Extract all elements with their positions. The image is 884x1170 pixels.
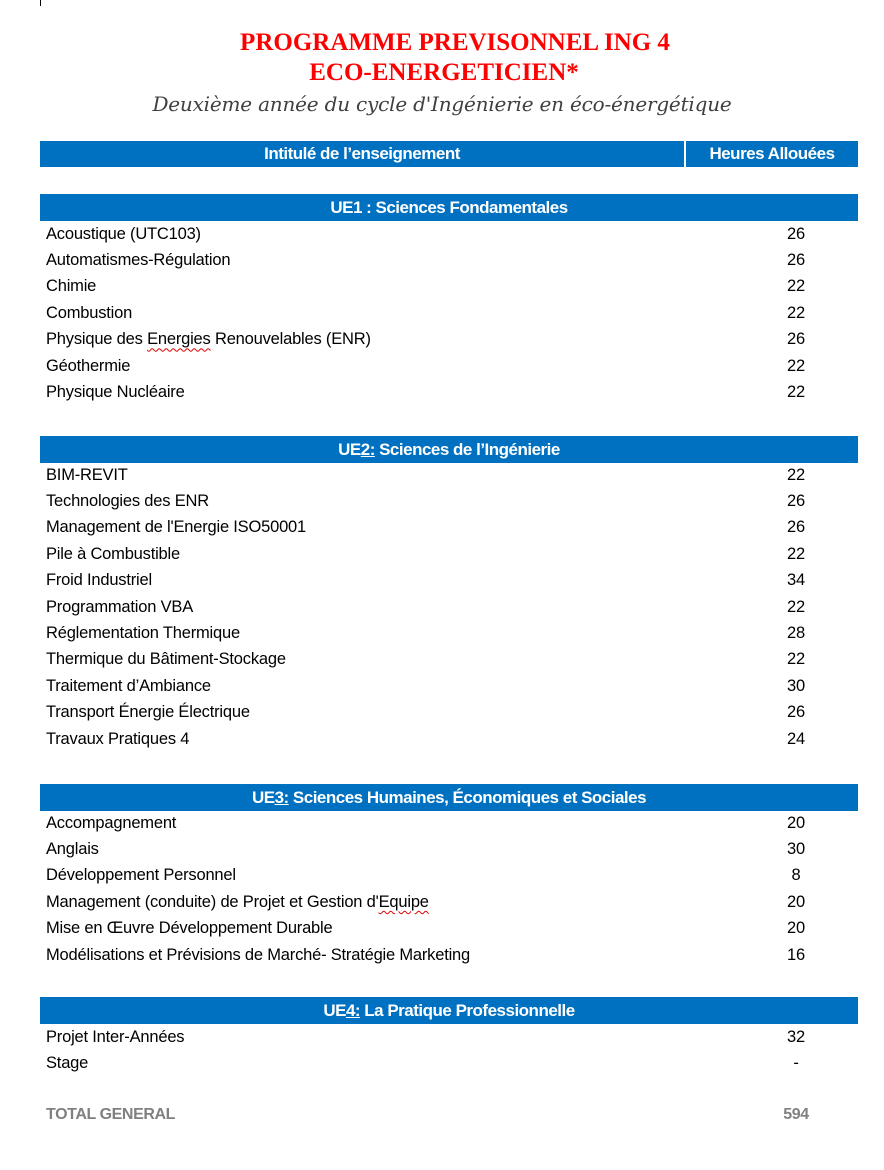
course-hours: 22 <box>787 303 805 322</box>
document-title-line-1: PROGRAMME PREVISONNEL ING 4 <box>240 29 670 56</box>
section-number: 4: <box>345 1000 361 1020</box>
course-hours: 22 <box>787 356 805 375</box>
section-ue4-rows <box>46 1024 846 1077</box>
column-header-course: Intitulé de l’enseignement <box>264 144 460 163</box>
course-hours: 26 <box>787 251 805 270</box>
course-hours: 30 <box>787 840 805 859</box>
course-hours: 22 <box>787 597 805 616</box>
section-ue2-rows <box>46 462 846 752</box>
course-name-part: Management (conduite) de Projet et Gestion d' <box>46 892 379 911</box>
section-prefix: UE1 <box>330 197 362 217</box>
course-hours: 30 <box>787 676 805 695</box>
section-prefix: UE <box>323 1000 346 1020</box>
course-name-part: Physique des <box>46 330 148 349</box>
course-name: Projet Inter-Années <box>46 1027 185 1046</box>
table-row <box>46 247 846 273</box>
course-hours: - <box>793 1054 799 1073</box>
course-hours: 34 <box>787 571 805 590</box>
table-row <box>46 274 846 300</box>
section-header-ue4 <box>40 997 858 1024</box>
course-hours: 22 <box>787 277 805 296</box>
course-name: Programmation VBA <box>46 597 193 616</box>
course-name: Acoustique (UTC103) <box>46 224 201 243</box>
table-row <box>46 568 846 594</box>
course-hours: 16 <box>787 945 805 964</box>
table-row <box>46 300 846 326</box>
section-prefix: UE <box>338 439 361 459</box>
table-row <box>46 863 846 889</box>
table-row <box>46 353 846 379</box>
table-row <box>46 488 846 514</box>
table-row <box>46 700 846 726</box>
document-title-block <box>0 28 884 118</box>
course-hours: 24 <box>787 729 805 748</box>
table-row <box>46 462 846 488</box>
table-row <box>46 1050 846 1076</box>
table-row <box>46 594 846 620</box>
table-row <box>46 327 846 353</box>
course-name: Stage <box>46 1054 89 1073</box>
course-hours: 22 <box>787 465 805 484</box>
section-ue3-rows <box>46 810 846 968</box>
course-name: Technologies des ENR <box>46 492 209 511</box>
table-row <box>46 541 846 567</box>
course-name: Traitement d’Ambiance <box>46 676 211 695</box>
course-name: Physique Nucléaire <box>46 383 185 402</box>
table-row <box>46 515 846 541</box>
table-row <box>46 647 846 673</box>
course-hours: 20 <box>787 892 805 911</box>
course-name: Modélisations et Prévisions de Marché- Stratégie Marketing <box>46 945 471 964</box>
course-name: Automatismes-Régulation <box>46 251 231 270</box>
total-hours: 594 <box>783 1106 809 1123</box>
course-hours: 22 <box>787 544 805 563</box>
course-name: Management de l'Energie ISO50001 <box>46 518 307 537</box>
spellcheck-flagged-word: Equipe <box>378 892 429 911</box>
table-row <box>46 726 846 752</box>
course-name: Accompagnement <box>46 813 177 832</box>
section-label: Sciences de l’Ingénierie <box>374 439 560 459</box>
course-hours: 26 <box>787 518 805 537</box>
course-name: BIM-REVIT <box>46 465 128 484</box>
document-title-line-2: ECO-ENERGETICIEN* <box>309 59 579 86</box>
total-row <box>46 1106 846 1124</box>
total-label: TOTAL GENERAL <box>46 1106 176 1123</box>
course-hours: 20 <box>787 813 805 832</box>
table-row <box>46 1024 846 1050</box>
table-row <box>46 889 846 915</box>
table-row <box>46 221 846 247</box>
course-name: Chimie <box>46 277 97 296</box>
section-number: 3: <box>274 787 289 807</box>
course-hours: 8 <box>791 866 801 885</box>
table-row <box>46 836 846 862</box>
section-ue1-rows <box>46 221 846 406</box>
course-hours: 20 <box>787 919 805 938</box>
course-name: Transport Énergie Électrique <box>46 703 250 722</box>
course-hours: 32 <box>787 1027 805 1046</box>
course-name-part: Renouvelables (ENR) <box>210 330 371 349</box>
course-name: Pile à Combustible <box>46 544 180 563</box>
table-row <box>46 942 846 968</box>
course-name <box>46 330 786 349</box>
section-number: 2: <box>360 439 375 459</box>
table-row <box>46 810 846 836</box>
course-hours: 26 <box>787 224 805 243</box>
course-hours: 26 <box>787 703 805 722</box>
section-header-ue3 <box>40 784 858 811</box>
course-hours: 22 <box>787 383 805 402</box>
course-name <box>46 893 786 912</box>
table-header <box>40 141 858 167</box>
column-header-hours: Heures Allouées <box>709 144 835 163</box>
course-hours: 28 <box>787 624 805 643</box>
course-name: Travaux Pratiques 4 <box>46 729 190 748</box>
section-header-ue1 <box>40 194 858 221</box>
course-hours: 26 <box>787 330 805 349</box>
table-row <box>46 916 846 942</box>
course-name: Géothermie <box>46 356 131 375</box>
spellcheck-flagged-word: Energies <box>147 330 211 349</box>
section-prefix: UE <box>251 787 275 807</box>
course-hours: 26 <box>787 492 805 511</box>
table-row <box>46 673 846 699</box>
table-row <box>46 379 846 405</box>
course-name: Mise en Œuvre Développement Durable <box>46 919 333 938</box>
section-label: Sciences Humaines, Économiques et Sociales <box>288 787 647 807</box>
course-name: Réglementation Thermique <box>46 624 240 643</box>
cursor-mark <box>40 0 41 6</box>
course-hours: 22 <box>787 650 805 669</box>
course-name: Combustion <box>46 303 133 322</box>
section-label: La Pratique Professionnelle <box>360 1000 575 1020</box>
course-name: Développement Personnel <box>46 866 236 885</box>
table-row <box>46 620 846 646</box>
course-name: Froid Industriel <box>46 571 152 590</box>
course-name: Anglais <box>46 840 99 859</box>
document-subtitle: Deuxième année du cycle d'Ingénierie en éco-énergétique <box>152 92 732 116</box>
section-header-ue2 <box>40 436 858 463</box>
course-name: Thermique du Bâtiment-Stockage <box>46 650 286 669</box>
section-label: : Sciences Fondamentales <box>361 197 568 217</box>
